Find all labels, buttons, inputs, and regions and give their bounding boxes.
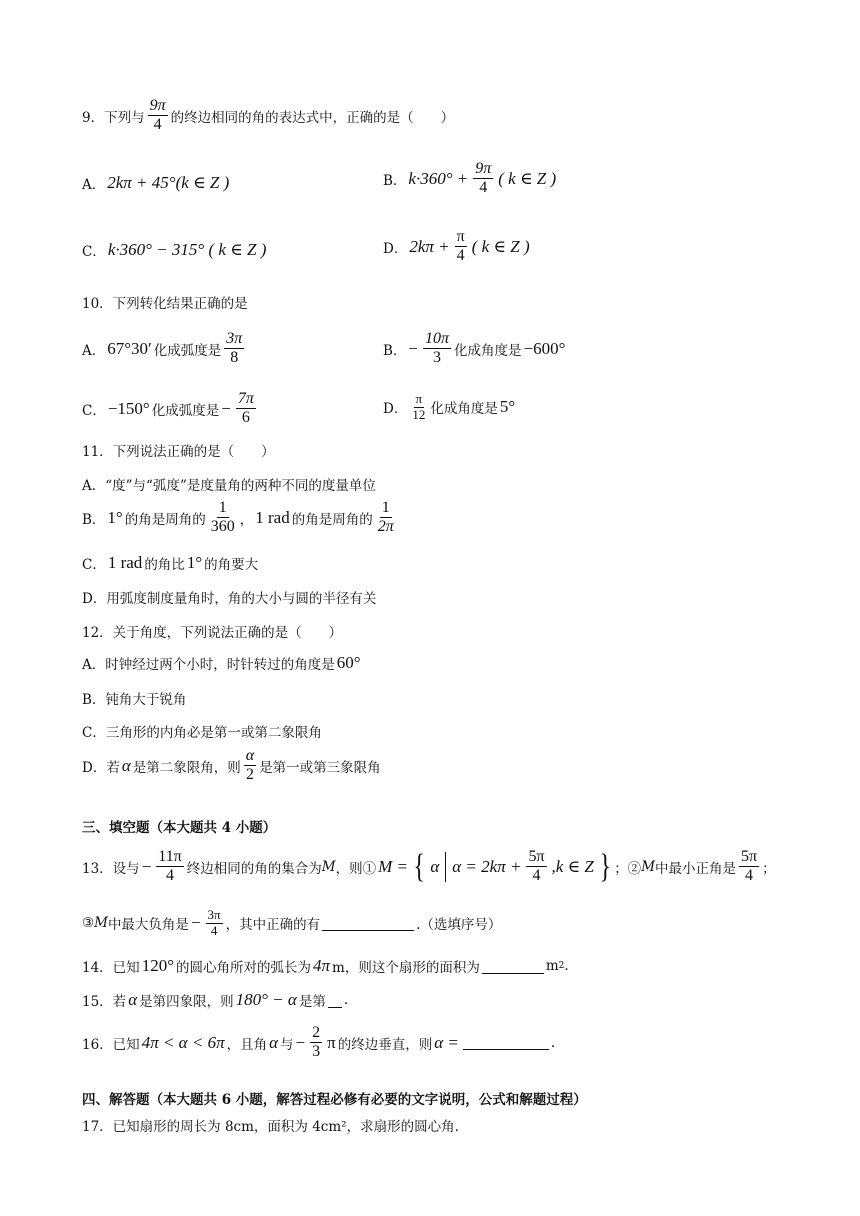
q16-answer-blank[interactable] (463, 1035, 549, 1050)
q13-text: 中最小正角是 (655, 860, 737, 877)
q11-stem-text: 11．下列说法正确的是（ ） (82, 444, 275, 460)
option-expr: 2kπ + 45°(k ∈ Z ) (107, 173, 230, 192)
option-label: A． (82, 177, 106, 193)
option-text: D．若 (82, 759, 120, 776)
option-expr: k·360° − 315° ( k ∈ Z ) (107, 240, 267, 259)
q16-text: 16．已知 (82, 1036, 140, 1053)
q13-fraction (206, 908, 223, 939)
q9-option-d (383, 228, 532, 266)
q13-set-expr: M = (378, 856, 408, 876)
q14-answer-blank[interactable] (482, 959, 544, 974)
fraction-denominator: 12 (412, 406, 426, 422)
option-expr: α (121, 755, 131, 775)
fraction-numerator: π (415, 391, 423, 406)
option-text: 是第一或第三象限角 (259, 759, 381, 776)
option-value: 5° (499, 397, 516, 417)
q10-stem-text: 10．下列转化结果正确的是 (82, 296, 248, 312)
fraction-numerator: 5π (739, 848, 759, 867)
q13-text: ，其中正确的有 (225, 917, 321, 934)
option-label: B． (383, 342, 407, 359)
fraction-denominator: 360 (210, 518, 235, 536)
option-expr: −150° (107, 398, 150, 418)
q9-stem (82, 97, 454, 135)
q12-option-c (82, 721, 322, 741)
option-fraction (236, 390, 256, 428)
option-text: A．时钟经过两个小时，时针转过的角度是 (82, 657, 335, 673)
q15-text: 是第四象限，则 (139, 994, 234, 1010)
option-text: 的角是周角的 (291, 511, 373, 528)
q10-stem (82, 292, 248, 312)
q16-text: 的终边垂直，则 (337, 1036, 433, 1053)
q15-text: . (343, 992, 349, 1008)
q9-option-a (82, 173, 231, 193)
option-expr: 67°30′ (107, 338, 152, 358)
q16-inequality: 4π < α < 6π (141, 1032, 225, 1052)
set-condition: α = 2kπ + (452, 856, 522, 876)
option-punct: ， (239, 511, 254, 528)
left-brace: { (413, 847, 425, 885)
fraction-numerator: 3π (224, 330, 244, 349)
minus-sign: − (408, 338, 419, 358)
option-expr-tail: ( k ∈ Z ) (471, 236, 530, 256)
q13-text: ，则① (335, 860, 377, 877)
option-text: 的角比 (144, 557, 185, 573)
fraction-denominator: 3 (433, 349, 442, 367)
option-expr: k·360° + (408, 168, 469, 188)
set-fraction (526, 848, 546, 886)
q15-alpha: α (128, 990, 138, 1009)
q13-text: 中最大负角是 (107, 917, 189, 934)
minus-sign: − (221, 398, 231, 418)
option-text: 化成角度是 (454, 342, 522, 359)
section-3-title (82, 816, 276, 836)
q11-option-c (82, 553, 258, 573)
q17-text: 17．已知扇形的周长为 8cm，面积为 4cm²，求扇形的圆心角. (82, 1119, 459, 1135)
q12-option-d (82, 747, 381, 785)
q14-text: . (564, 958, 569, 974)
fraction-numerator: 3π (207, 907, 221, 922)
fraction-denominator: 4 (166, 867, 175, 885)
fraction-denominator: 3 (312, 1043, 321, 1061)
option-text: A．“度”与“弧度”是度量角的两种不同的度量单位 (82, 478, 376, 494)
q12-option-b (82, 688, 186, 708)
set-divider (445, 852, 446, 882)
fraction-denominator: 4 (532, 867, 541, 885)
fraction-numerator: 1 (217, 499, 229, 518)
q13-text: 终边相同的角的集合为 (186, 860, 322, 877)
q12-option-a (82, 653, 363, 673)
option-label: A． (82, 342, 106, 359)
q15-answer-blank[interactable] (328, 993, 342, 1008)
section-title-text: 四、解答题（本大题共 6 小题，解答过程必修有必要的文字说明，公式和解题过程） (82, 1092, 587, 1108)
fraction-numerator: 2 (310, 1024, 322, 1043)
q13-fraction (156, 848, 183, 886)
q15-text: 是第 (298, 994, 326, 1010)
fraction-numerator: 9π (473, 160, 493, 179)
option-value: −600° (523, 338, 566, 358)
option-fraction (209, 499, 237, 537)
q10-option-d (383, 392, 517, 423)
q10-option-c (82, 390, 259, 428)
q14-unit-exponent: 2 (558, 961, 565, 971)
q14-text: m，则这个扇形的面积为 (332, 960, 480, 976)
minus-sign: − (141, 856, 152, 876)
option-text: 的角要大 (204, 557, 259, 573)
q16-line (82, 1024, 555, 1062)
q14-unit: m (545, 958, 559, 974)
option-label: B． (82, 511, 106, 528)
q13-answer-blank[interactable] (322, 916, 414, 931)
q11-stem (82, 440, 275, 460)
q16-text: 与 (280, 1036, 294, 1053)
q13-line-2 (82, 908, 501, 939)
option-expr-tail: ( k ∈ Z ) (498, 168, 557, 188)
q14-line (82, 956, 569, 976)
section-4-title (82, 1088, 587, 1108)
option-text: B．钝角大于锐角 (82, 692, 187, 708)
q13-fraction (739, 848, 759, 886)
q9-stem-text: 9．下列与 (82, 109, 145, 126)
option-expr: 1 rad (107, 553, 143, 572)
set-condition-tail: ,k ∈ Z (551, 856, 594, 876)
fraction-numerator: α (244, 747, 256, 766)
option-fraction (410, 392, 427, 423)
set-variable: α (430, 856, 440, 876)
option-fraction (376, 499, 396, 537)
fraction-denominator: 4 (456, 247, 465, 265)
option-expr: 1° (186, 553, 203, 572)
q9-option-c (82, 240, 268, 260)
q12-stem (82, 621, 342, 641)
q15-line (82, 990, 348, 1010)
fraction-numerator: 9π (148, 97, 168, 116)
option-text: 的角是周角的 (124, 511, 206, 528)
q14-arc-length: 4π (313, 956, 331, 975)
q16-pi: π (327, 1032, 336, 1052)
option-text: 是第二象限角，则 (132, 759, 241, 776)
option-text: C．三角形的内角必是第一或第二象限角 (82, 725, 322, 741)
option-label: B． (383, 172, 407, 189)
minus-sign: − (295, 1032, 306, 1052)
fraction-numerator: 10π (423, 330, 451, 349)
q15-expr: 180° − α (235, 990, 297, 1009)
q13-set-symbol: M (321, 858, 336, 875)
q16-text: ，且角 (226, 1036, 268, 1053)
fraction-numerator: 5π (526, 848, 546, 867)
q13-set-symbol: M (641, 858, 656, 875)
fraction-denominator: 4 (210, 922, 218, 938)
q17-line (82, 1115, 459, 1135)
q14-angle: 120° (141, 956, 174, 975)
fraction-numerator: π (455, 228, 467, 247)
q13-line-1 (82, 848, 776, 886)
option-label: C． (82, 557, 106, 573)
option-text: 化成弧度是 (153, 342, 222, 359)
q9-stem-text-2: 的终边相同的角的表达式中，正确的是（ ） (170, 109, 455, 126)
q14-text: 的圆心角所对的弧长为 (176, 960, 311, 976)
option-expr: 1 rad (255, 507, 290, 527)
option-label: C． (82, 244, 106, 260)
option-value: 60° (336, 653, 361, 672)
q16-fraction (310, 1024, 322, 1062)
q15-text: 15．若 (82, 994, 127, 1010)
q11-option-d (82, 587, 376, 607)
q13-text: ；② (614, 860, 642, 877)
option-fraction (244, 747, 256, 785)
option-fraction (224, 330, 244, 368)
q13-text: ； (762, 860, 776, 877)
option-fraction (423, 330, 451, 368)
fraction-denominator: 4 (745, 867, 754, 885)
option-expr: 2kπ + (409, 236, 450, 256)
fraction-denominator: 4 (479, 179, 488, 197)
right-brace: } (599, 847, 611, 885)
option-fraction (455, 228, 467, 266)
q13-text: ③ (82, 915, 95, 932)
q12-stem-text: 12．关于角度，下列说法正确的是（ ） (82, 625, 343, 641)
option-expr: 1° (107, 507, 123, 527)
minus-sign: − (190, 913, 201, 933)
option-text: D．用弧度制度量角时，角的大小与圆的半径有关 (82, 591, 377, 607)
fraction-denominator: 2π (377, 518, 394, 536)
q16-alpha: α (269, 1032, 279, 1052)
q16-alpha: α = (434, 1032, 459, 1052)
q10-option-b (383, 330, 567, 368)
fraction-denominator: 6 (241, 409, 250, 427)
option-label: C． (82, 402, 106, 419)
q16-text: . (550, 1034, 556, 1051)
option-label: D． (383, 401, 408, 418)
section-title-text: 三、填空题（本大题共 4 小题） (82, 820, 277, 836)
q13-text: .（选填序号） (416, 917, 502, 934)
q14-text: 14．已知 (82, 960, 140, 976)
fraction-numerator: 11π (156, 848, 183, 867)
fraction-numerator: 7π (236, 390, 256, 409)
fraction-numerator: 1 (380, 499, 392, 518)
q13-set-symbol: M (94, 915, 108, 932)
q11-option-b (82, 499, 399, 537)
q9-option-b (383, 160, 558, 198)
option-fraction (473, 160, 493, 198)
fraction-denominator: 8 (230, 349, 239, 367)
option-label: D． (383, 240, 408, 257)
option-text: 化成角度是 (430, 401, 498, 418)
option-text: 化成弧度是 (151, 402, 220, 419)
fraction-denominator: 4 (153, 116, 162, 134)
q11-option-a (82, 474, 376, 494)
q10-option-a (82, 330, 247, 368)
q9-fraction (148, 97, 168, 135)
fraction-denominator: 2 (245, 766, 254, 784)
q13-text: 13．设与 (82, 860, 140, 877)
